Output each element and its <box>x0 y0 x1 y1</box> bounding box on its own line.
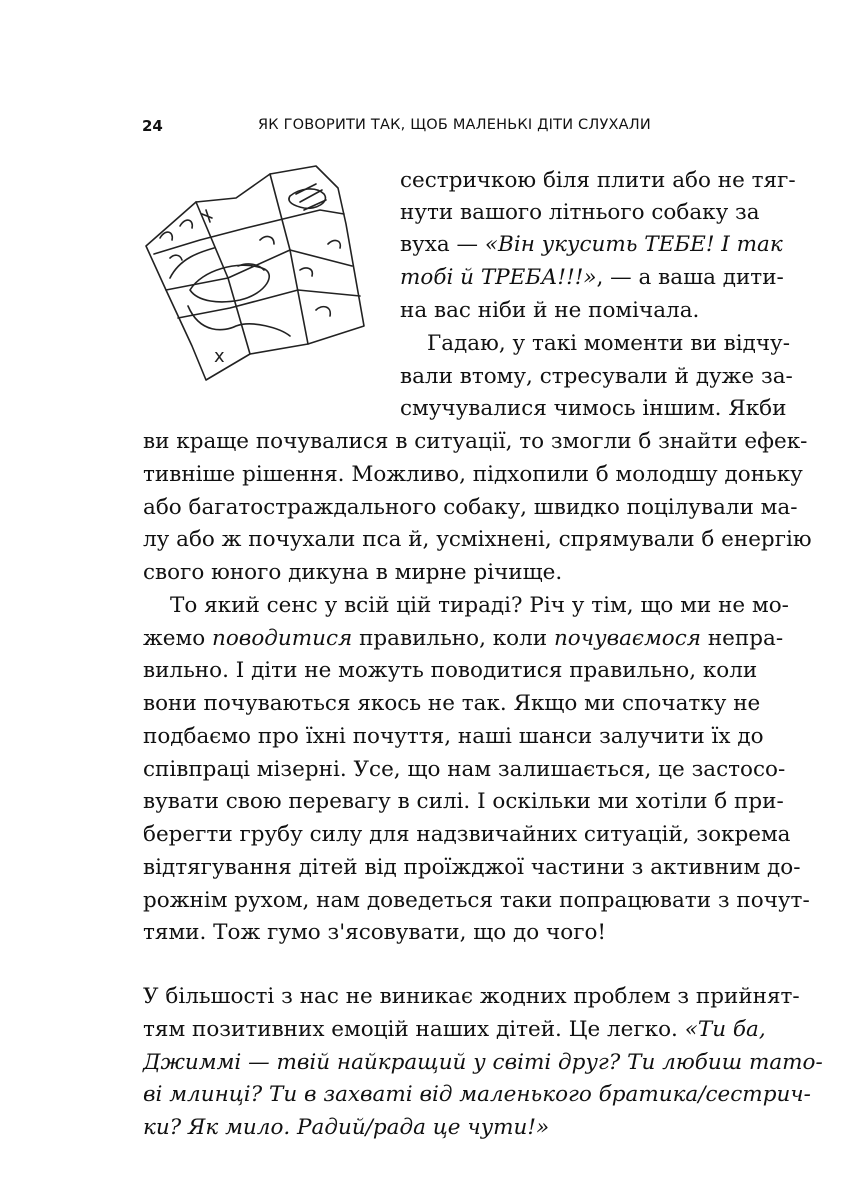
text-line <box>143 1050 823 1076</box>
text-line <box>143 757 786 783</box>
text-line <box>143 920 757 946</box>
text-line <box>400 265 784 291</box>
text-segment: То який сенс у всій цій тираді? Річ у тім, що ми не мо- <box>170 593 789 618</box>
text-line <box>143 429 808 455</box>
text-line <box>143 789 784 815</box>
text-line <box>143 560 757 586</box>
text-line <box>143 658 757 684</box>
text-segment: на вас ніби й не помічала. <box>400 298 700 323</box>
text-line <box>143 1017 766 1043</box>
text-segment: вони почуваються якось не так. Якщо ми спочатку не <box>143 691 761 716</box>
text-segment: тям позитивних емоцій наших дітей. Це легко. <box>143 1017 685 1042</box>
text-line <box>400 232 783 258</box>
text-segment: У більшості з нас не виникає жодних проблем з прийнят- <box>143 984 800 1009</box>
text-line <box>143 984 800 1010</box>
text-segment: вильно. І діти не можуть поводитися правильно, коли <box>143 658 758 683</box>
text-segment: тивніше рішення. Можливо, підхопили б молодшу доньку <box>143 462 803 487</box>
text-line <box>400 200 760 226</box>
emphasis-text: Джиммі — твій найкращий у світі друг? Ти любиш тато- <box>143 1050 823 1075</box>
text-segment: відтягування дітей від проїжджої частини з активним до- <box>143 855 801 880</box>
text-segment: , — а ваша дити- <box>596 265 784 290</box>
page-header <box>142 117 716 139</box>
text-line <box>143 822 791 848</box>
text-segment: свого юного дикуна в мирне річище. <box>143 560 563 585</box>
text-line <box>143 1082 811 1108</box>
text-line <box>427 331 790 357</box>
text-line <box>400 396 787 422</box>
emphasis-text: поводитися <box>212 626 353 651</box>
text-line <box>170 593 789 619</box>
text-line <box>143 626 784 652</box>
text-line <box>400 168 796 194</box>
text-line <box>143 462 803 488</box>
text-segment: тями. Тож гумо з'ясовувати, що до чого! <box>143 920 607 945</box>
text-segment: ви краще почувалися в ситуації, то змогли б знайти ефек- <box>143 429 808 454</box>
text-line <box>400 364 793 390</box>
emphasis-text: ки? Як мило. Радий/рада це чути!» <box>143 1115 550 1140</box>
text-segment: непра- <box>701 626 784 651</box>
text-segment: рожнім рухом, нам доведеться таки попрацювати з почут- <box>143 888 810 913</box>
text-line <box>143 691 761 717</box>
page-number: 24 <box>142 117 163 135</box>
text-segment: жемо <box>143 626 213 651</box>
text-segment: берегти грубу силу для надзвичайних ситуацій, зокрема <box>143 822 791 847</box>
emphasis-text: тобі й ТРЕБА!!!» <box>400 265 597 290</box>
emphasis-text: «Він укусить ТЕБЕ! І так <box>484 232 783 257</box>
text-line <box>143 1115 757 1141</box>
map-x-mark: x <box>214 346 225 367</box>
text-segment: лу або ж почухали пса й, усміхнені, спрямували б енергію <box>143 527 812 552</box>
emphasis-text: «Ти ба, <box>684 1017 766 1042</box>
emphasis-text: ві млинці? Ти в захваті від маленького братика/сестрич- <box>143 1082 811 1107</box>
treasure-map-icon <box>140 158 372 382</box>
text-segment: сестричкою біля плити або не тяг- <box>400 168 796 193</box>
text-segment: вувати свою перевагу в силі. І оскільки ми хотіли б при- <box>143 789 784 814</box>
text-line <box>143 495 798 521</box>
text-segment: правильно, коли <box>352 626 554 651</box>
text-line <box>143 855 801 881</box>
text-line <box>400 298 757 324</box>
text-line <box>143 888 810 914</box>
emphasis-text: почуваємося <box>553 626 702 651</box>
text-segment: Гадаю, у такі моменти ви відчу- <box>427 331 790 356</box>
text-segment: або багатостраждального собаку, швидко поцілували ма- <box>143 495 798 520</box>
text-segment: вуха — <box>400 232 485 257</box>
text-segment: співпраці мізерні. Усе, що нам залишається, це застосо- <box>143 757 786 782</box>
text-segment: вали втому, стресували й дуже за- <box>400 364 793 389</box>
text-line <box>143 527 812 553</box>
text-line <box>143 724 764 750</box>
text-segment: нути вашого літнього собаку за <box>400 200 760 225</box>
running-title: ЯК ГОВОРИТИ ТАК, ЩОБ МАЛЕНЬКІ ДІТИ СЛУХАЛИ <box>258 117 651 133</box>
text-segment: смучувалися чимось іншим. Якби <box>400 396 787 421</box>
text-segment: подбаємо про їхні почуття, наші шанси залучити їх до <box>143 724 764 749</box>
